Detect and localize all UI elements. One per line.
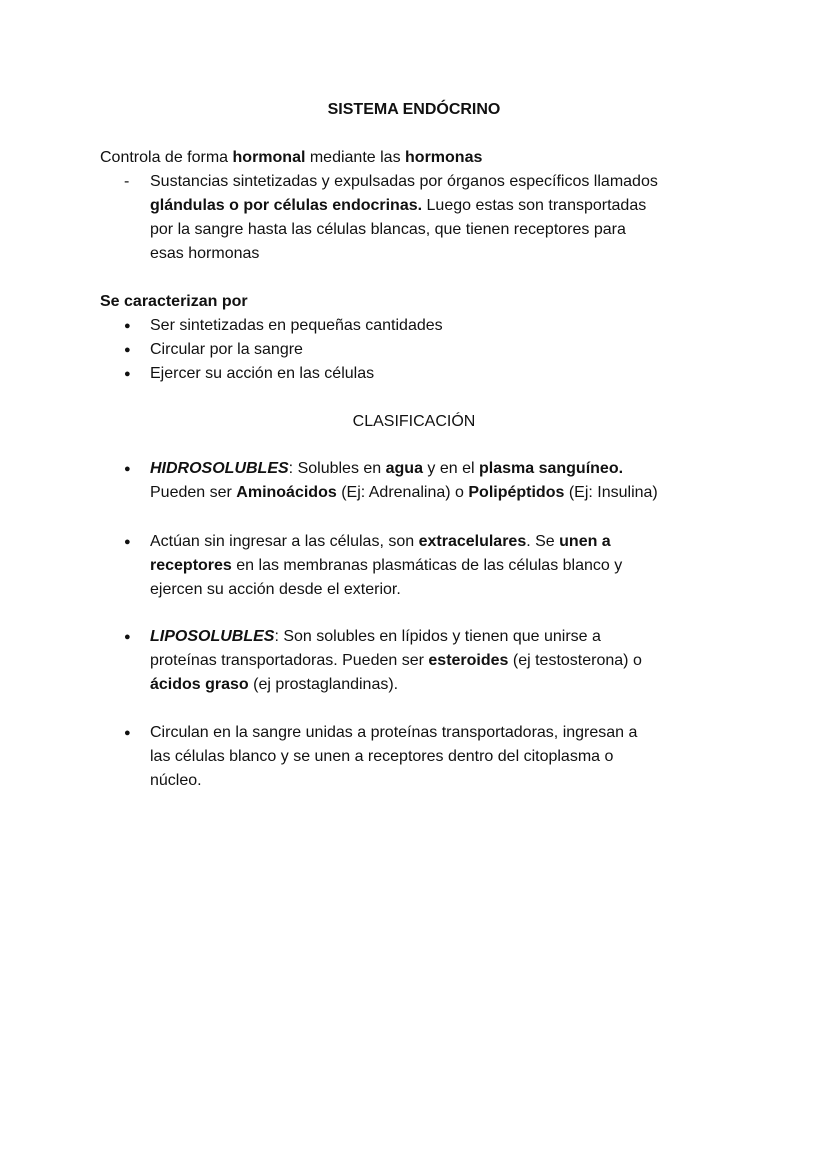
dash-list-item [0, 170, 828, 266]
text-segment: ejercen su acción desde el exterior. [150, 581, 401, 598]
bold-text-segment: glándulas o por células endocrinas. [150, 197, 423, 214]
bold-text-segment: LIPOSOLUBLES [150, 628, 275, 645]
text-segment: Controla de forma [100, 149, 233, 166]
intro-paragraph [0, 146, 828, 170]
bold-text-segment: receptores [150, 557, 232, 574]
text-line [0, 194, 828, 218]
text-segment: . Se [526, 533, 560, 550]
text-segment: Sustancias sintetizadas y expulsadas por órganos específicos llamados [150, 173, 658, 190]
list-item [0, 314, 828, 338]
characteristics-list [0, 314, 828, 386]
text-segment: Pueden ser [150, 484, 237, 501]
classification-item [0, 625, 828, 697]
text-segment: (ej prostaglandinas). [248, 676, 399, 693]
classification-item [0, 457, 828, 505]
text-line [0, 530, 828, 554]
text-line [0, 673, 828, 697]
bullet-marker: ● [124, 463, 131, 475]
text-line [0, 721, 828, 745]
text-segment: (Ej: Insulina) [564, 484, 658, 501]
text-segment: : Son solubles en lípidos y tienen que unirse a [274, 628, 601, 645]
bold-text-segment: plasma sanguíneo. [479, 460, 624, 477]
text-segment: las células blanco y se unen a receptores dentro del citoplasma o [150, 748, 614, 765]
text-line [0, 242, 828, 266]
bullet-marker: ● [124, 536, 131, 548]
text-line [0, 457, 828, 481]
text-segment: en las membranas plasmáticas de las células blanco y [231, 557, 623, 574]
page-title: SISTEMA ENDÓCRINO [327, 101, 501, 118]
text-line [0, 625, 828, 649]
text-segment: por la sangre hasta las células blancas, que tienen receptores para [150, 221, 626, 238]
text-segment: Luego estas son transportadas [422, 197, 647, 214]
text-segment: Circulan en la sangre unidas a proteínas transportadoras, ingresan a [150, 724, 638, 741]
bold-text-segment: hormonal [232, 149, 306, 166]
text-line [0, 769, 828, 793]
classification-item [0, 721, 828, 793]
text-line [0, 554, 828, 578]
bullet-marker: ● [124, 344, 131, 356]
text-segment: núcleo. [150, 772, 202, 789]
text-line [0, 578, 828, 602]
text-segment: : Solubles en [288, 460, 386, 477]
text-line [0, 745, 828, 769]
bold-text-segment: agua [385, 460, 423, 477]
text-segment: (ej testosterona) o [508, 652, 642, 669]
bold-text-segment: esteroides [428, 652, 509, 669]
bold-text-segment: unen a [559, 533, 611, 550]
text-segment: Actúan sin ingresar a las células, son [150, 533, 419, 550]
bold-text-segment: HIDROSOLUBLES [150, 460, 289, 477]
bold-text-segment: Polipéptidos [468, 484, 565, 501]
bold-text-segment: hormonas [405, 149, 483, 166]
text-line [0, 481, 828, 505]
bullet-marker: ● [124, 320, 131, 332]
list-item-text: Ser sintetizadas en pequeñas cantidades [150, 317, 443, 334]
bullet-marker: ● [124, 631, 131, 643]
text-line [0, 649, 828, 673]
classification-heading: CLASIFICACIÓN [352, 413, 476, 430]
text-segment: mediante las [305, 149, 406, 166]
bullet-marker: ● [124, 368, 131, 380]
list-item-text: Circular por la sangre [150, 341, 303, 358]
classification-item [0, 530, 828, 602]
list-item [0, 338, 828, 362]
bullet-marker: - [124, 173, 130, 190]
list-item-text: Ejercer su acción en las células [150, 365, 375, 382]
characteristics-heading: Se caracterizan por [100, 293, 248, 310]
text-segment: proteínas transportadoras. Pueden ser [150, 652, 429, 669]
bold-text-segment: extracelulares [418, 533, 527, 550]
bold-text-segment: Aminoácidos [236, 484, 337, 501]
bullet-marker: ● [124, 727, 131, 739]
bold-text-segment: ácidos graso [150, 676, 249, 693]
list-item [0, 362, 828, 386]
text-segment: (Ej: Adrenalina) o [336, 484, 469, 501]
text-line [0, 218, 828, 242]
text-line [0, 146, 828, 170]
text-line [0, 170, 828, 194]
text-segment: esas hormonas [150, 245, 260, 262]
text-segment: y en el [422, 460, 479, 477]
